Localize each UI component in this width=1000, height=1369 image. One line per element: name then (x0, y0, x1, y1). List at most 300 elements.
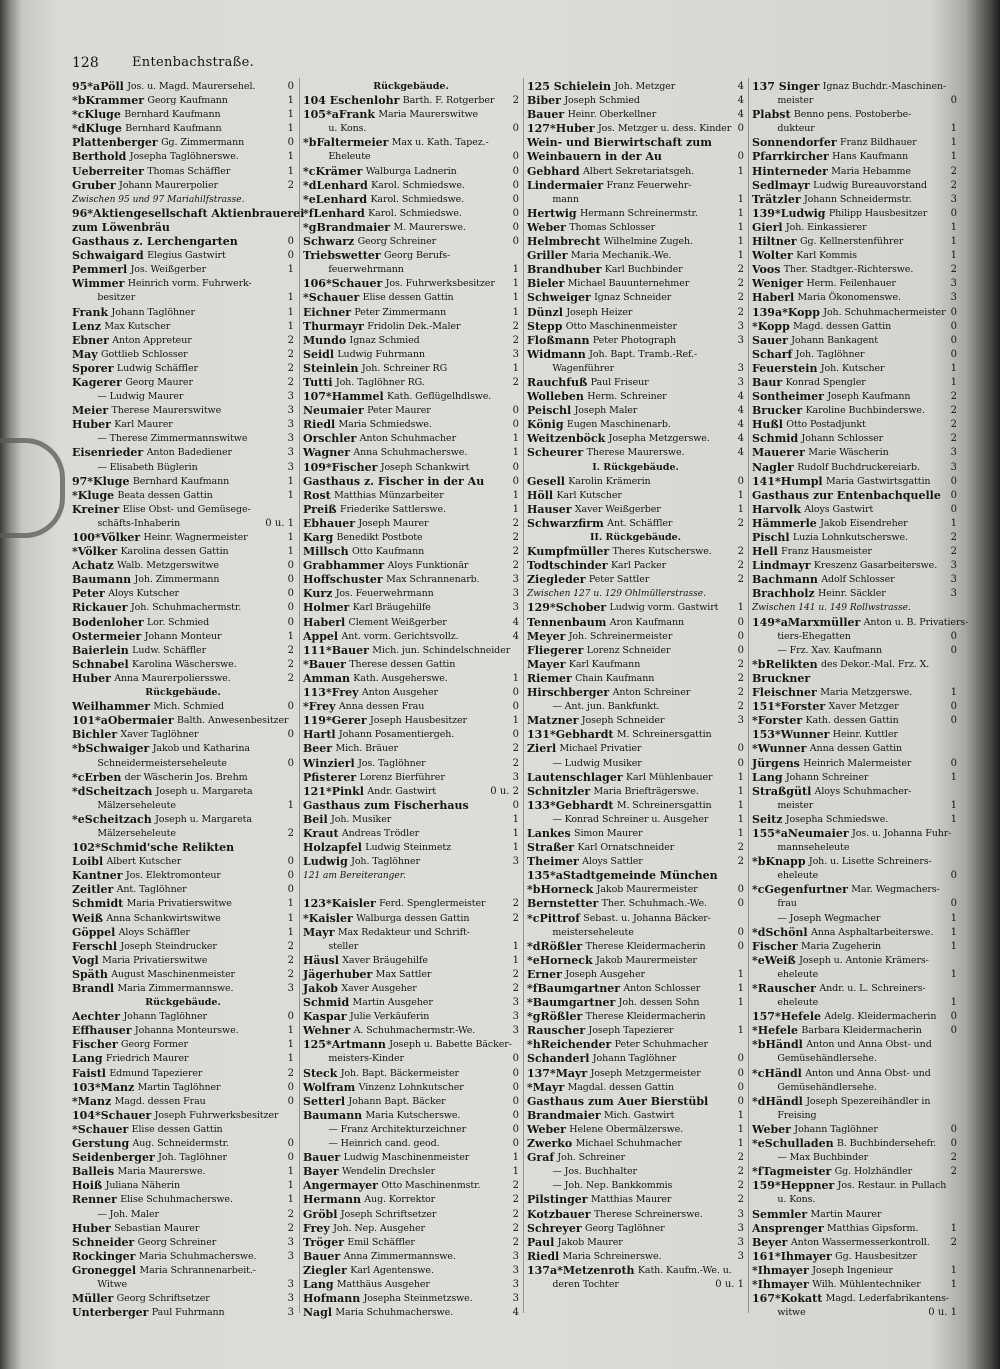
directory-entry (527, 912, 744, 926)
resident-details: Jos. Elektromonteur (125, 870, 221, 882)
directory-entry (752, 503, 957, 517)
floor-number: 1 (287, 489, 294, 501)
floor-number: 4 (512, 1307, 519, 1319)
resident-details: Karl Mühlenbauer (625, 771, 713, 783)
floor-number: 4 (737, 447, 744, 459)
resident-details: Joseph Schmied (564, 95, 640, 107)
resident-name: 137*Mayr (527, 1066, 588, 1080)
directory-entry (303, 291, 519, 305)
floor-number: 1 (950, 362, 957, 374)
resident-details: Peter Sattler (588, 574, 650, 586)
directory-entry (527, 1151, 744, 1165)
resident-details: Johann Bankagent (791, 334, 879, 346)
resident-name: Widmann (527, 347, 586, 361)
resident-details: Joseph Fuhrwerksbesitzer (154, 1109, 279, 1121)
directory-entry (527, 418, 744, 432)
directory-entry (303, 926, 519, 940)
directory-entry (752, 1165, 957, 1179)
directory-entry (527, 841, 744, 855)
directory-entry (72, 291, 294, 305)
resident-details: Anna Maurerpoliersswe. (114, 672, 231, 684)
floor-number: 2 (950, 179, 957, 191)
resident-details: Bernhard Kaufmann (125, 123, 222, 135)
floor-number: 2 (737, 1152, 744, 1164)
resident-details: schäfts-Inhaberin (97, 517, 181, 529)
directory-entry (752, 644, 957, 658)
floor-number: 2 (737, 842, 744, 854)
resident-name: *Mayr (527, 1080, 565, 1094)
resident-name: Sontheimer (752, 390, 824, 404)
directory-entry (72, 926, 294, 940)
resident-details: Martin Taglöhner (137, 1081, 221, 1093)
floor-number: 0 (737, 743, 744, 755)
directory-entry (527, 277, 744, 291)
floor-number: 2 (950, 433, 957, 445)
resident-details: Adelg. Kleidermacherin (824, 1011, 937, 1023)
directory-entry (527, 869, 744, 883)
resident-name: 100*Völker (72, 531, 141, 544)
resident-name: Bachmann (752, 573, 818, 587)
resident-name: Theimer (527, 855, 579, 869)
directory-entry (72, 179, 294, 193)
resident-name: Schwaigard (72, 249, 144, 263)
resident-details: Julie Verkäuferin (349, 1011, 430, 1023)
floor-number: 1 (287, 320, 294, 332)
floor-number: 1 (287, 926, 294, 938)
resident-details: Therese Maurerswe. (586, 447, 685, 459)
resident-details: — Konrad Schreiner u. Ausgeher (552, 813, 709, 825)
directory-entry (752, 912, 957, 926)
resident-name: *Kopp (752, 319, 790, 333)
directory-entry (72, 757, 294, 771)
directory-entry (303, 348, 519, 362)
resident-name: Ebhauer (303, 516, 355, 530)
resident-name: 137 Singer (752, 80, 820, 93)
floor-number: 1 (512, 278, 519, 290)
resident-name: Müller (72, 1292, 114, 1306)
resident-name: *Wunner (752, 742, 807, 756)
resident-name: 105*aFrank (303, 108, 375, 122)
resident-name: König (527, 418, 564, 432)
resident-details: Johann Schreiner (785, 771, 869, 783)
resident-details: mannseheleute (777, 842, 850, 854)
directory-entry (527, 1193, 744, 1207)
resident-details: Otto Maschinenmeister (565, 320, 677, 332)
floor-number: 1 (737, 165, 744, 177)
floor-number: 1 (737, 236, 744, 248)
directory-entry (527, 136, 744, 150)
resident-details: Ludwig Fuhrmann (337, 348, 425, 360)
floor-number: 3 (512, 997, 519, 1009)
resident-name: Schnitzler (527, 784, 591, 798)
directory-entry (752, 1236, 957, 1250)
resident-details: Beata dessen Gattin (117, 489, 213, 501)
resident-details: Jakob Eisendreher (820, 517, 908, 529)
floor-number: 0 (287, 574, 294, 586)
resident-name: *Frey (303, 700, 336, 714)
directory-entry (303, 1081, 519, 1095)
floor-number: 3 (737, 715, 744, 727)
resident-name: Steck (303, 1066, 338, 1080)
directory-entry (72, 1052, 294, 1066)
resident-details: Peter Maurer (367, 405, 431, 417)
resident-details: Schneidermeisterseheleute (97, 757, 227, 769)
floor-number: 3 (287, 405, 294, 417)
resident-details: Luzia Lohnkutscherswe. (792, 532, 908, 543)
resident-name: Huber (72, 671, 111, 685)
resident-name: Schweiger (527, 291, 591, 305)
resident-name: Beil (303, 812, 328, 826)
resident-details: Karl Maurer (114, 419, 173, 431)
directory-entry (752, 1250, 957, 1264)
directory-entry (303, 418, 519, 432)
resident-details: tiers-Ehegatten (777, 630, 851, 642)
directory-entry (72, 728, 294, 742)
floor-number: 0 (287, 560, 294, 572)
resident-name: Riedl (303, 418, 336, 432)
directory-entry (527, 672, 744, 686)
resident-details: Maria Hebamme (831, 165, 911, 177)
directory-entry (527, 545, 744, 559)
floor-number: 0 (287, 250, 294, 262)
resident-name: 106*Schauer (303, 277, 383, 291)
resident-details: Chain Kaufmann (575, 672, 655, 684)
floor-number: 1 (512, 842, 519, 854)
floor-number: 2 (737, 856, 744, 868)
directory-entry (527, 714, 744, 728)
floor-number: 2 (950, 1236, 957, 1248)
directory-entry (527, 503, 744, 517)
directory-entry (72, 235, 294, 249)
resident-name: *bFaltermeier (303, 136, 389, 150)
directory-entry (527, 489, 744, 503)
resident-details: Karolina Wäscherswe. (131, 658, 237, 670)
directory-entry (303, 334, 519, 348)
resident-details: Aloys Schäffler (118, 926, 190, 938)
directory-entry (752, 263, 957, 277)
resident-details: Johann Bapt. Bäcker (348, 1095, 446, 1107)
resident-details: Gg. Zimmermann (161, 137, 245, 149)
directory-entry (72, 150, 294, 164)
resident-details: meister (777, 799, 814, 811)
floor-number: 2 (950, 405, 957, 417)
resident-name: Beyer (752, 1235, 788, 1249)
cross-street-note: Zwischen 141 u. 149 Rollwstrasse. (752, 603, 911, 614)
floor-number: 0 (737, 475, 744, 487)
floor-number: 2 (287, 376, 294, 388)
resident-name: Schwarz (303, 235, 355, 249)
directory-entry (527, 1038, 744, 1052)
resident-name: *Rauscher (752, 982, 816, 995)
resident-details: Karl Kommis (796, 250, 857, 262)
floor-number: 1 (512, 1152, 519, 1164)
resident-details: Xaver Ausgeher (341, 983, 417, 994)
floor-number: 1 (950, 250, 957, 262)
directory-entry (527, 1095, 744, 1109)
resident-name: Schreyer (527, 1221, 582, 1235)
resident-details: Benedikt Postbote (336, 532, 423, 543)
resident-details: Joh. Taglöhner (795, 348, 865, 360)
floor-number: 1 (950, 236, 957, 248)
floor-number: 3 (512, 574, 519, 586)
resident-details: Johann Schlosser (801, 433, 884, 445)
directory-entry (752, 757, 957, 771)
resident-details: Karl Agentenswe. (350, 1264, 434, 1276)
floor-number: 2 (287, 1222, 294, 1234)
resident-details: Magdal. dessen Gattin (567, 1081, 675, 1093)
directory-entry (72, 432, 294, 446)
resident-details: — Ludwig Musiker (552, 757, 642, 769)
resident-details: Jos. Feuerwehrmann (335, 588, 434, 600)
directory-entry (72, 672, 294, 686)
resident-name: Seidl (303, 347, 334, 361)
directory-entry (752, 446, 957, 460)
directory-entry (303, 517, 519, 531)
resident-name: 137a*Metzenroth (527, 1263, 635, 1277)
directory-entry (303, 672, 519, 686)
resident-details: Joh. Bapt. Bäckermeister (340, 1067, 459, 1079)
directory-entry (303, 883, 519, 897)
floor-number: 0 (512, 461, 519, 473)
resident-name: 139*Ludwig (752, 206, 826, 220)
floor-number: 1 (737, 997, 744, 1009)
directory-entry (752, 883, 957, 897)
floor-number: 0 (512, 1067, 519, 1079)
resident-details: Anna Asphaltarbeiterswe. (810, 926, 934, 938)
floor-number: 1 (287, 799, 294, 811)
resident-name: 167*Kokatt (752, 1292, 823, 1306)
directory-entry (303, 531, 519, 545)
resident-name: Weiß (72, 911, 103, 925)
floor-number: 0 (950, 870, 957, 882)
resident-details: Georg Kaufmann (147, 95, 228, 107)
resident-details: Martin Maurer (810, 1208, 882, 1220)
resident-name: Ueberreiter (72, 164, 144, 178)
directory-entry (527, 940, 744, 954)
resident-details: Joh. Nep. Ausgeher (333, 1222, 425, 1234)
floor-number: 2 (512, 1194, 519, 1206)
directory-entry (72, 897, 294, 911)
resident-name: Sporer (72, 361, 114, 375)
directory-entry (303, 489, 519, 503)
resident-name: 121*Pinkl (303, 784, 364, 798)
floor-number: 1 (512, 489, 519, 501)
resident-name: Gierl (752, 220, 783, 234)
floor-number: 1 (512, 672, 519, 684)
floor-number: 1 (512, 362, 519, 374)
resident-name: Loibl (72, 855, 104, 869)
resident-details: meisterseheleute (552, 926, 634, 938)
floor-number: 0 (737, 151, 744, 163)
resident-name: Wolfram (303, 1080, 356, 1094)
floor-number: 2 (512, 912, 519, 924)
floor-number: 2 (950, 391, 957, 403)
resident-name: *bKnapp (752, 855, 806, 869)
resident-name: Gebhard (527, 164, 580, 178)
floor-number: 0 (950, 334, 957, 346)
directory-entry (303, 221, 519, 235)
directory-entry (72, 1292, 294, 1306)
resident-name: Scharf (752, 347, 793, 361)
directory-entry (303, 1250, 519, 1264)
resident-name: Holmer (303, 601, 350, 615)
floor-number: 0 (287, 81, 294, 92)
resident-details: Peter Schuhmacher (614, 1039, 708, 1051)
directory-entry (752, 179, 957, 193)
resident-name: Paul (527, 1235, 555, 1249)
directory-entry (72, 601, 294, 615)
directory-entry (752, 1024, 957, 1038)
floor-number: 3 (287, 419, 294, 431)
directory-entry (303, 658, 519, 672)
resident-name: Amman (303, 671, 350, 685)
directory-entry (72, 404, 294, 418)
directory-entry (303, 432, 519, 446)
resident-details: Eheleute (328, 151, 371, 163)
resident-name: Huber (72, 1221, 111, 1235)
resident-name: Bauer (527, 108, 565, 122)
floor-number: 1 (287, 1180, 294, 1192)
floor-number: 2 (287, 827, 294, 839)
directory-entry (752, 80, 957, 94)
directory-entry (303, 728, 519, 742)
directory-entry (527, 559, 744, 573)
floor-number: 0 (512, 193, 519, 205)
resident-details: Kath. Kaufm.-We. u. (637, 1264, 732, 1276)
directory-entry (527, 601, 744, 615)
directory-entry (752, 728, 957, 742)
floor-number: 3 (512, 1264, 519, 1276)
resident-name: Unterberger (72, 1306, 149, 1320)
floor-number: 1 (512, 447, 519, 459)
resident-name: Hermann (303, 1193, 361, 1207)
resident-name: 127*Huber (527, 122, 595, 136)
floor-number: 1 (737, 207, 744, 219)
resident-details: Johann Maurerpolier (119, 179, 218, 191)
directory-entry (752, 136, 957, 150)
directory-entry (527, 475, 744, 489)
directory-entry (752, 1208, 957, 1222)
resident-details: Max Schrannenarb. (386, 574, 480, 586)
resident-details: Maria Ökonomenswe. (797, 292, 901, 304)
directory-entry (752, 587, 957, 601)
directory-entry (752, 334, 957, 348)
column-rule (299, 78, 300, 1313)
directory-entry (303, 320, 519, 334)
floor-number: 2 (287, 644, 294, 656)
floor-number: 1 (512, 940, 519, 952)
floor-number: 0 (950, 630, 957, 642)
directory-entry (72, 348, 294, 362)
resident-name: May (72, 347, 98, 361)
directory-entry (527, 686, 744, 700)
directory-entry (72, 954, 294, 968)
resident-name: Gasthaus zur Entenbachquelle (752, 488, 941, 502)
resident-details: Xaver Bräugehilfe (342, 954, 428, 966)
directory-entry (303, 616, 519, 630)
resident-details: Peter Zimmermann (354, 306, 447, 318)
resident-name: Neumaier (303, 404, 364, 418)
directory-entry (527, 94, 744, 108)
floor-number: 4 (737, 419, 744, 431)
directory-entry (527, 1109, 744, 1123)
resident-details: Therese Maurerswitwe (111, 405, 222, 417)
directory-entry (752, 672, 957, 686)
directory-entry (752, 700, 957, 714)
resident-name: Ostermeier (72, 629, 142, 643)
floor-number: 3 (737, 1250, 744, 1262)
resident-details: — Joseph Wegmacher (777, 912, 881, 924)
resident-name: Schwarzfirm (527, 516, 604, 530)
resident-name: Schmidt (72, 897, 124, 911)
resident-details: — Joh. Maler (97, 1208, 159, 1220)
floor-number: 1 (950, 137, 957, 149)
resident-details: — Frz. Xav. Kaufmann (777, 644, 883, 656)
directory-entry (72, 1024, 294, 1038)
resident-name: *Ihmayer (752, 1263, 809, 1277)
resident-name: Sonnendorfer (752, 136, 837, 150)
floor-number: 1 (287, 546, 294, 558)
resident-details: Therese Schreinerswe. (593, 1208, 703, 1220)
directory-entry (303, 390, 519, 404)
directory-entry (527, 630, 744, 644)
resident-details: Otto Postadjunkt (786, 419, 866, 431)
resident-details: meister (777, 95, 814, 107)
resident-details: Anton und Anna Obst- und (805, 1067, 931, 1079)
resident-details: besitzer (97, 292, 136, 304)
floor-number: 2 (737, 687, 744, 699)
resident-name: Wolter (752, 249, 793, 263)
floor-number: 0 u. 1 (715, 1278, 744, 1290)
resident-name: Kraut (303, 826, 339, 840)
floor-number: 3 (512, 856, 519, 868)
resident-name: *dKluge (72, 122, 122, 136)
directory-entry (303, 376, 519, 390)
resident-details: Philipp Hausbesitzer (828, 207, 928, 219)
section-heading: Rückgebäude. (373, 81, 449, 92)
page-number: 128 (72, 55, 99, 71)
resident-name: Lenz (72, 319, 101, 333)
directory-entry (72, 489, 294, 503)
directory-entry (72, 1010, 294, 1024)
floor-number: 1 (512, 813, 519, 825)
resident-details: Jos. Metzger u. dess. Kinder (597, 123, 732, 135)
resident-name: Hirschberger (527, 686, 610, 700)
floor-number: 0 (512, 799, 519, 811)
resident-details: Joh. dessen Sohn (618, 997, 700, 1009)
floor-number: 3 (950, 560, 957, 572)
resident-name: Lindermaier (527, 178, 604, 192)
resident-name: *dLenhard (303, 178, 368, 192)
resident-name: Bauer (303, 1151, 341, 1165)
floor-number: 1 (737, 221, 744, 233)
resident-name: Gasthaus zum Fischerhaus (303, 798, 469, 812)
floor-number: 0 (287, 1081, 294, 1093)
resident-name: Bauer (303, 1249, 341, 1263)
resident-details: Anton Schreiner (612, 687, 691, 699)
directory-entry (303, 136, 519, 150)
resident-details: Helene Obermälzerswe. (569, 1123, 684, 1135)
floor-number: 0 (287, 602, 294, 614)
floor-number: 0 (950, 1011, 957, 1023)
resident-details: Mich. Bräuer (335, 743, 398, 755)
resident-details: Joseph Schriftsetzer (340, 1208, 437, 1220)
directory-entry (72, 827, 294, 841)
resident-name: 135*aStadtgemeinde München (527, 869, 718, 883)
resident-details: Jos. u. Magd. Maurersehel. (127, 81, 256, 92)
directory-entry (752, 277, 957, 291)
floor-number: 0 (737, 1095, 744, 1107)
